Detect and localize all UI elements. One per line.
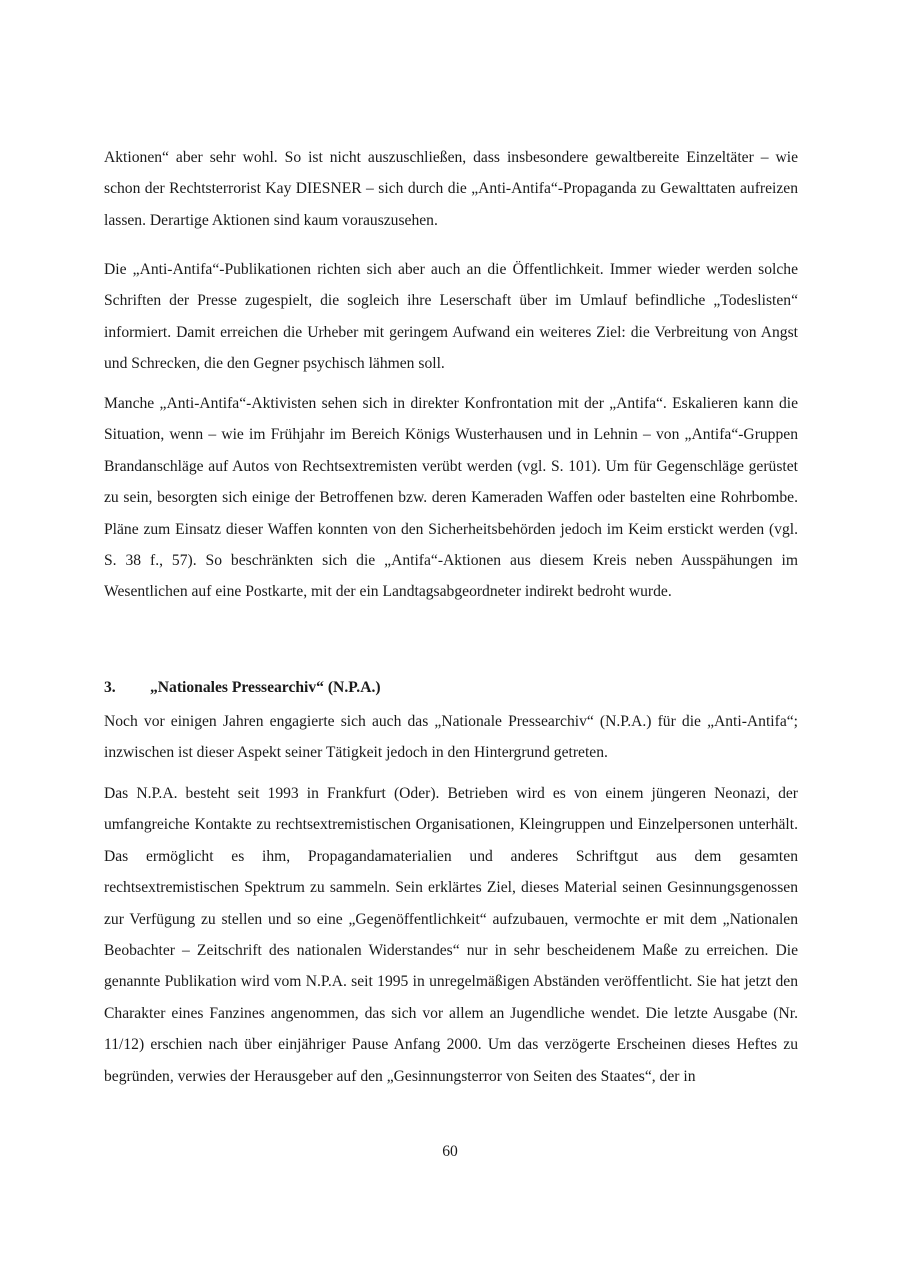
section-title: „Nationales Pressearchiv“ (N.P.A.)	[150, 679, 381, 696]
section-paragraph-2: Das N.P.A. besteht seit 1993 in Frankfurt (Oder). Betrieben wird es von einem jüngeren Neonazi, der umfangreiche Kontakte zu rechtsextremistischen Organisationen, Kleingruppen und Einzelpersonen unterhält. Das ermöglicht es ihm, Propagandamaterialien und anderes Schriftgut aus dem gesamten rechtsextremistischen Spektrum zu sammeln. Sein erklärtes Ziel, dieses Material seinen Gesinnungsgenossen zur Verfügung zu stellen und so eine „Gegenöffentlichkeit“ aufzubauen, vermochte er mit dem „Nationalen Beobachter – Zeitschrift des nationalen Widerstandes“ nur in sehr bescheidenem Maße zu erreichen. Die genannte Publikation wird vom N.P.A. seit 1995 in unregelmäßigen Abständen veröffentlicht. Sie hat jetzt den Charakter eines Fanzines angenommen, das sich vor allem an Jugendliche wendet. Die letzte Ausgabe (Nr. 11/12) erschien nach über einjähriger Pause Anfang 2000. Um das verzögerte Erscheinen dieses Heftes zu begründen, verwies der Herausgeber auf den „Gesinnungsterror von Seiten des Staates“, der in	[104, 785, 798, 1085]
section-number: 3.	[104, 679, 116, 696]
paragraph-1: Aktionen“ aber sehr wohl. So ist nicht auszuschließen, dass insbesondere gewaltbereite Einzeltäter – wie schon der Rechtsterrorist Kay DIESNER – sich durch die „Anti-Antifa“-Propaganda zu Gewalttaten aufreizen lassen. Derartige Aktionen sind kaum vorauszusehen.	[104, 149, 798, 229]
page-number: 60	[442, 1143, 458, 1160]
paragraph-3: Manche „Anti-Antifa“-Aktivisten sehen sich in direkter Konfrontation mit der „Antifa“. Eskalieren kann die Situation, wenn – wie im Frühjahr im Bereich Königs Wusterhausen und in Lehnin – von „Antifa“-Gruppen Brandanschläge auf Autos von Rechtsextremisten verübt werden (vgl. S. 101). Um für Gegenschläge gerüstet zu sein, besorgten sich einige der Betroffenen bzw. deren Kameraden Waffen oder bastelten eine Rohrbombe. Pläne zum Einsatz dieser Waffen konnten von den Sicherheitsbehörden jedoch im Keim erstickt werden (vgl. S. 38 f., 57). So beschränkten sich die „Antifa“-Aktionen aus diesem Kreis neben Ausspähungen im Wesentlichen auf eine Postkarte, mit der ein Landtagsabgeordneter indirekt bedroht wurde.	[104, 395, 798, 601]
paragraph-2: Die „Anti-Antifa“-Publikationen richten sich aber auch an die Öffentlichkeit. Immer wieder werden solche Schriften der Presse zugespielt, die sogleich ihre Leserschaft über im Umlauf befindliche „Todeslisten“ informiert. Damit erreichen die Urheber mit geringem Aufwand ein weiteres Ziel: die Verbreitung von Angst und Schrecken, die den Gegner psychisch lähmen soll.	[104, 261, 798, 373]
section-paragraph-1: Noch vor einigen Jahren engagierte sich auch das „Nationale Pressearchiv“ (N.P.A.) für die „Anti-Antifa“; inzwischen ist dieser Aspekt seiner Tätigkeit jedoch in den Hintergrund getreten.	[104, 713, 798, 762]
section-heading	[104, 672, 798, 703]
